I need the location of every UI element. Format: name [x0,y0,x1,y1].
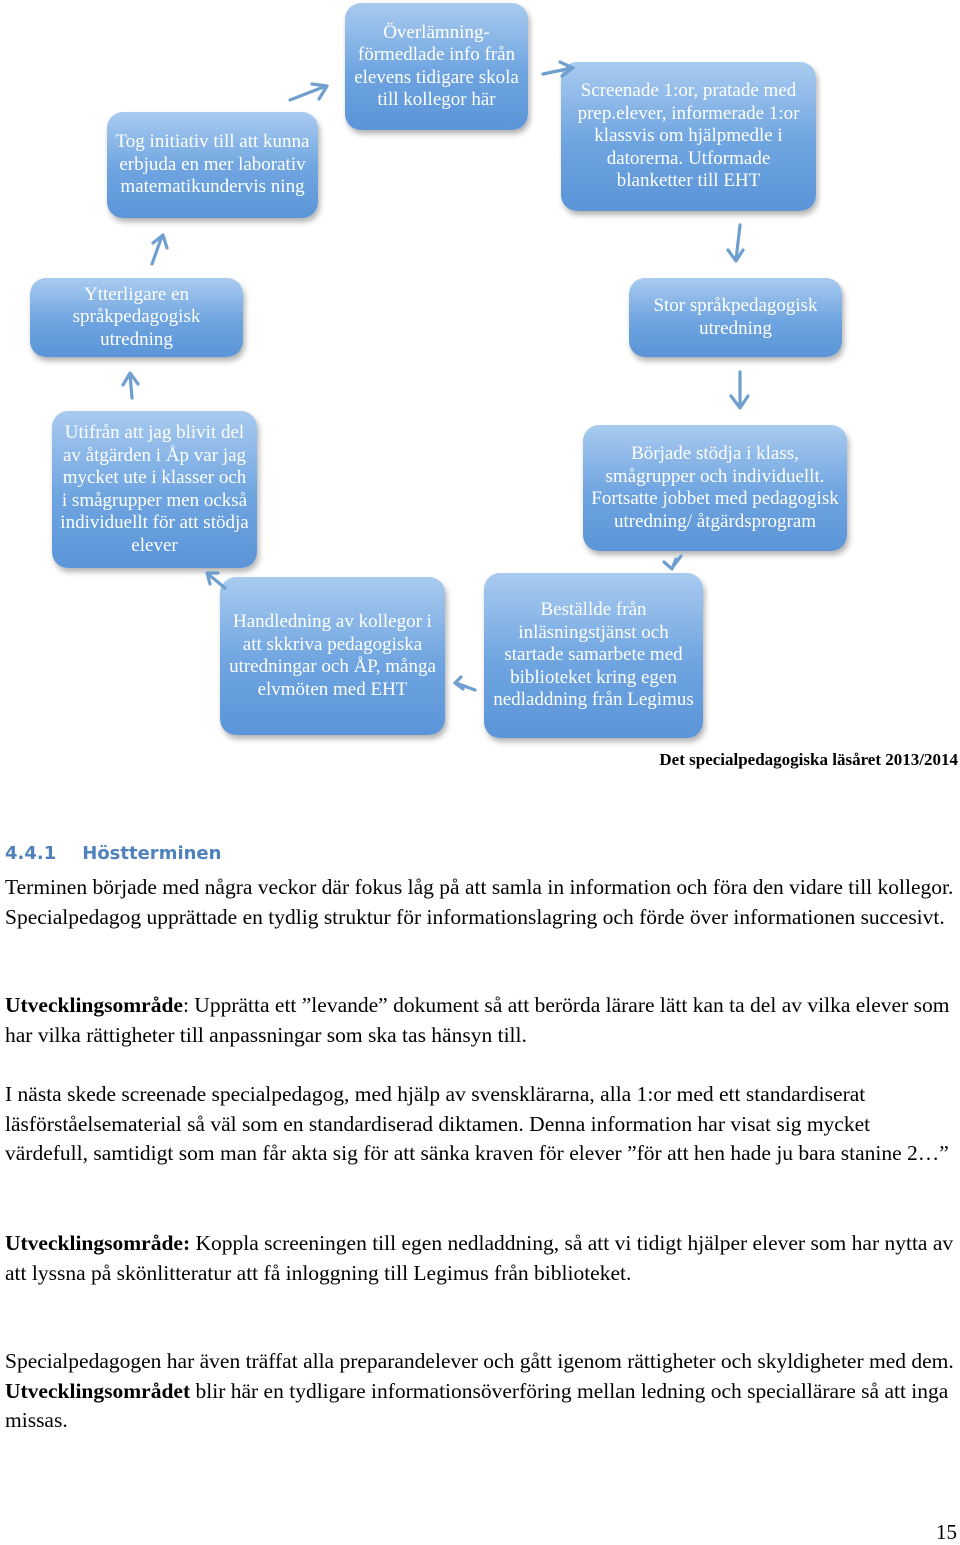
cycle-box-text: Ytterligare en språkpedagogisk utredning [72,283,201,350]
diagram-caption: Det specialpedagogiska läsåret 2013/2014 [659,750,958,769]
arrow-icon [728,225,743,261]
page-number: 15 [936,1520,957,1544]
development-area-label: Utvecklingsområde: [5,1231,191,1255]
arrow-icon [0,0,960,745]
cycle-box-text: Beställde från inläsningstjänst och startade samarbete med biblioteket kring egen nedladdning från Legimus [493,599,694,711]
preparand-text: Specialpedagogen har även träffat alla preparandelever och gått igenom rättigheter och skyldigheter med dem. [5,1349,954,1373]
development-area-text: : Upprätta ett ”levande” dokument så att berörda lärare lätt kan ta del av vilka elever som har vilka rättigheter till anpassningar som ska tas hänsyn till. [5,993,950,1047]
section-heading [5,843,221,864]
arrow-icon [455,677,475,690]
paragraph-preparand [5,1347,955,1436]
paragraph-intro: Terminen började med några veckor där fokus låg på att samla in information och föra den vidare till kollegor. Specialpedagog upprättade en tydlig struktur för informationslagring och förde över informationen succesivt. [5,875,954,929]
arrow-icon [123,373,138,398]
process-cycle-diagram [0,0,960,745]
paragraph-development-area-2 [5,1229,955,1288]
section-number: 4.4.1 [5,843,57,864]
arrow-icon [731,372,748,408]
cycle-box-text: Screenade 1:or, pratade med prep.elever, informerade 1:or klassvis om hjälpmedle i datorerna. Utformade blanketter till EHT [577,80,800,192]
cycle-box-text: Tog initiativ till att kunna erbjuda en mer laborativ matematikundervis ning [115,131,310,198]
arrow-icon [152,235,167,264]
cycle-box-text: Överlämning- förmedlade info från elevens tidigare skola till kollegor här [354,21,519,110]
development-area-label: Utvecklingsområde [5,993,183,1017]
development-area-text: Koppla screeningen till egen nedladdning, så att vi tidigt hjälper elever som har nytta av att lyssna på skönlitteratur att få inloggning till Legimus från biblioteket. [5,1231,954,1285]
arrow-icon [290,84,327,100]
arrow-icon [543,62,573,76]
section-title: Höstterminen [82,843,222,864]
arrow-icon [664,556,681,569]
cycle-box-text: Började stödja i klass, smågrupper och individuellt. Fortsatte jobbet med pedagogisk utredning/ åtgärdsprogram [591,443,839,532]
paragraph-development-area-1 [5,991,955,1050]
paragraph-screening: I nästa skede screenade specialpedagog, med hjälp av svensklärarna, alla 1:or med ett standardiserat läsförståelsematerial så väl som en standardiserad diktamen. Denna information har visat sig mycket värdefull, samtidigt som man får akta sig för att sänka kraven för elever ”för att hen hade ju bara stanine 2…” [5,1082,949,1166]
preparand-text-end: blir här en tydligare informationsöverföring mellan ledning och speciallärare så att inga missas. [5,1378,949,1433]
cycle-box-text: Stor språkpedagogisk utredning [653,295,818,339]
development-area-label: Utvecklingsområdet [5,1378,191,1403]
cycle-box-text: Utifrån att jag blivit del av åtgärden i Åp var jag mycket ute i klasser och i smågrupper men också individuellt för att stödja elever [60,422,249,556]
cycle-box-text: Handledning av kollegor i att skkriva pedagogiska utredningar och ÅP, många elvmöten med EHT [229,611,436,700]
arrow-icon [207,573,225,588]
